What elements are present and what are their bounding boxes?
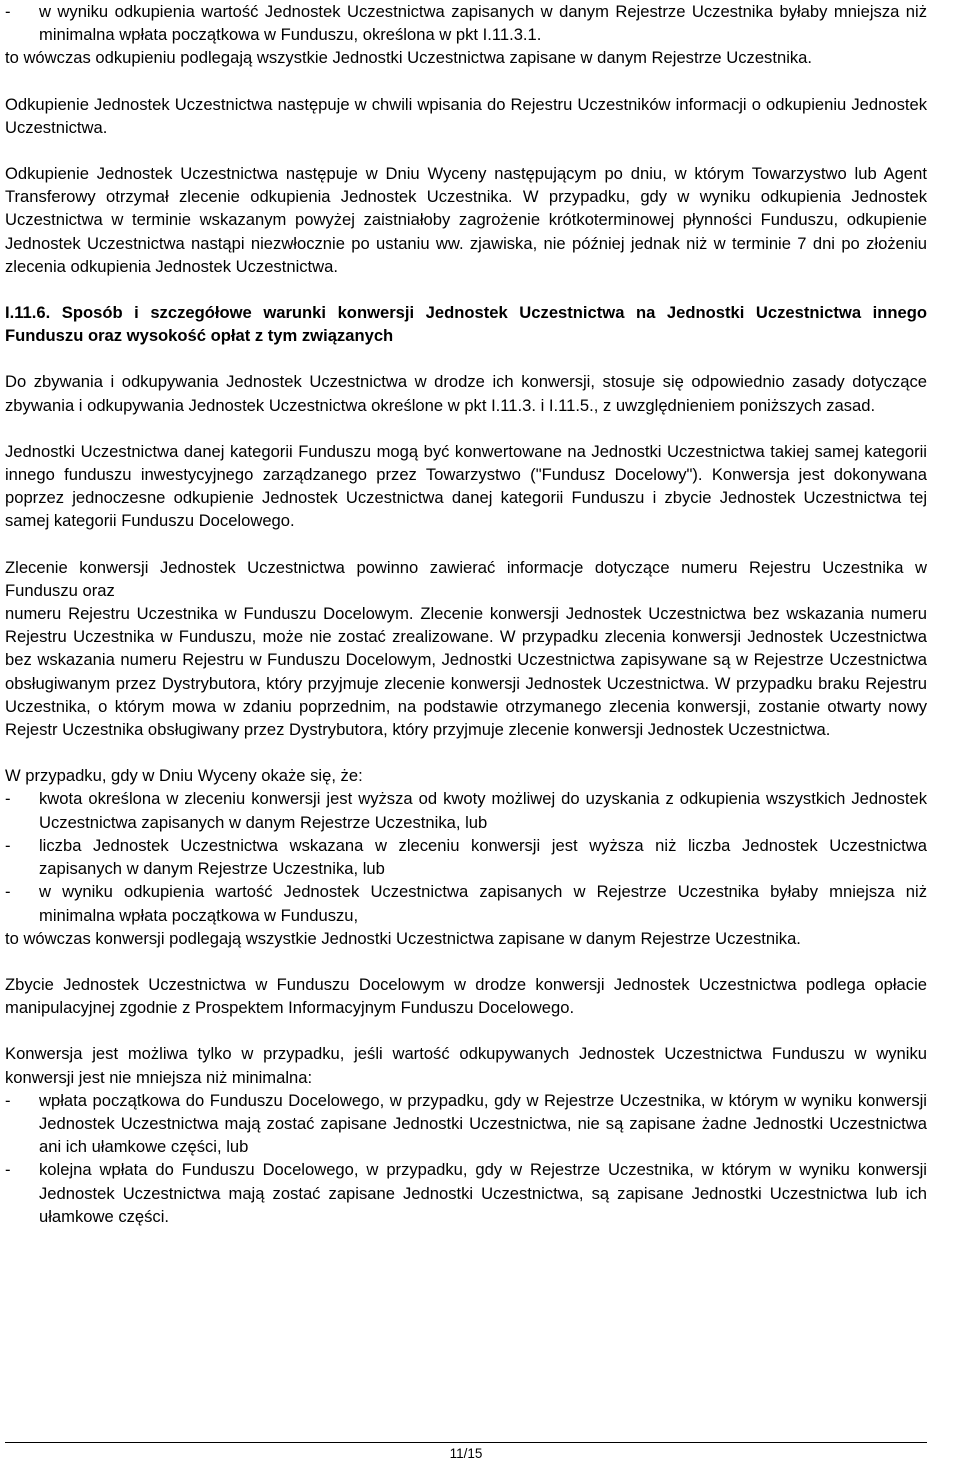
paragraph: Zbycie Jednostek Uczestnictwa w Funduszu Docelowym w drodze konwersji Jednostek Uczestnictwa podlega opłacie manipulacyjnej zgodnie z Prospektem Informacyjnym Funduszu Docelowego.: [5, 974, 927, 1018]
paragraph: Jednostki Uczestnictwa danej kategorii Funduszu mogą być konwertowane na Jednostki Uczestnictwa takiej samej kategorii innego funduszu inwestycyjnego zarządzanego przez Towarzystwo ("Fundusz Docelowy"). Konwersja jest dokonywana poprzez jednoczesne odkupienie Jednostek Uczestnictwa danej kategorii Funduszu i zbycie Jednostek Uczestnictwa tej samej kategorii Funduszu Docelowego.: [5, 441, 927, 531]
list-dash: -: [5, 835, 11, 855]
paragraph: Odkupienie Jednostek Uczestnictwa następuje w Dniu Wyceny następującym po dniu, w którym Towarzystwo lub Agent Transferowy otrzymał zlecenie odkupienia Jednostek Uczestnika. W przypadku, gdy w wyniku odkupienia Jednostek Uczestnictwa w terminie wskazanym powyżej zaistniałoby zagrożenie krótkoterminowej płynności Funduszu, odkupienie Jednostek Uczestnictwa nastąpi niezwłocznie po ustaniu ww. zjawiska, nie później jednak niż w terminie 7 dni po złożeniu zlecenia odkupienia Jednostek Uczestnictwa.: [5, 164, 927, 276]
list-item-text: kolejna wpłata do Funduszu Docelowego, w przypadku, gdy w Rejestrze Uczestnika, w którym w wyniku konwersji Jednostek Uczestnictwa mają zostać zapisane Jednostki Uczestnictwa, są zapisane Jednostki Uczestnictwa lub ich ułamkowe części.: [39, 1160, 927, 1226]
paragraph: Konwersja jest możliwa tylko w przypadku, jeśli wartość odkupywanych Jednostek Uczestnictwa Funduszu w wyniku konwersji jest nie mniejsza niż minimalna:: [5, 1044, 927, 1087]
list-dash: -: [5, 789, 11, 809]
paragraph: Zlecenie konwersji Jednostek Uczestnictwa powinno zawierać informacje dotyczące numeru Rejestru Uczestnika w Funduszu oraz: [5, 557, 927, 600]
list-item: [5, 787, 927, 833]
paragraph: Do zbywania i odkupywania Jednostek Uczestnictwa w drodze ich konwersji, stosuje się odpowiednio zasady dotyczące zbywania i odkupywania Jednostek Uczestnictwa określone w pkt I.11.3. i I.11.5., z uwzględnieniem poniższych zasad.: [5, 372, 927, 415]
list-item-text: w wyniku odkupienia wartość Jednostek Uczestnictwa zapisanych w Rejestrze Uczestnika byłaby mniejsza niż minimalna wpłata początkowa w Funduszu,: [39, 882, 927, 925]
list-item: [5, 1089, 927, 1159]
section-heading: I.11.6. Sposób i szczegółowe warunki konwersji Jednostek Uczestnictwa na Jednostki Uczestnictwa innego Funduszu oraz wysokość opłat z tym związanych: [5, 303, 927, 346]
list-item: [5, 880, 927, 926]
list-dash: -: [5, 1160, 11, 1180]
list-conclusion: to wówczas odkupieniu podlegają wszystkie Jednostki Uczestnictwa zapisane w danym Rejestrze Uczestnika.: [5, 48, 813, 68]
page-number: 11/15: [449, 1446, 483, 1461]
list-dash: -: [5, 1090, 11, 1110]
page-footer: [5, 1442, 927, 1461]
list-dash: -: [5, 882, 11, 902]
list-item: [5, 834, 927, 880]
list-item-text: w wyniku odkupienia wartość Jednostek Uczestnictwa zapisanych w danym Rejestrze Uczestnika byłaby mniejsza niż minimalna wpłata początkowa w Funduszu, określona w pkt I.11.3.1.: [39, 2, 927, 45]
document-page: [5, 0, 927, 1228]
paragraph: numeru Rejestru Uczestnika w Funduszu Docelowym. Zlecenie konwersji Jednostek Uczestnictwa bez wskazania numeru Rejestru Uczestnika w Funduszu, może nie zostać zrealizowane. W przypadku zlecenia konwersji Jednostek Uczestnictwa bez wskazania numeru Rejestru w Funduszu Docelowym, Jednostki Uczestnictwa zapisywane są w Rejestrze Uczestnictwa obsługiwanym przez Dystrybutora, który przyjmuje zlecenie konwersji Jednostek Uczestnictwa. W przypadku braku Rejestru Uczestnika, o którym mowa w zdaniu poprzednim, na podstawie otrzymanego zlecenia konwersji, zostanie otwarty nowy Rejestr Uczestnika obsługiwany przez Dystrybutora, który przyjmuje zlecenie konwersji Jednostek Uczestnictwa.: [5, 604, 927, 740]
paragraph: Odkupienie Jednostek Uczestnictwa następuje w chwili wpisania do Rejestru Uczestników informacji o odkupieniu Jednostek Uczestnictwa.: [5, 94, 927, 137]
list-conclusion: to wówczas konwersji podlegają wszystkie Jednostki Uczestnictwa zapisane w danym Rejestrze Uczestnika.: [5, 928, 801, 948]
list-dash: -: [5, 2, 11, 21]
list-item: [5, 0, 927, 46]
list-item-text: kwota określona w zleceniu konwersji jest wyższa od kwoty możliwej do uzyskania z odkupienia wszystkich Jednostek Uczestnictwa zapisanych w danym Rejestrze Uczestnika, lub: [39, 789, 927, 832]
list-item-text: wpłata początkowa do Funduszu Docelowego, w przypadku, gdy w Rejestrze Uczestnika, w którym w wyniku konwersji Jednostek Uczestnictwa mają zostać zapisane Jednostki Uczestnictwa, nie są zapisane żadne Jednostki Uczestnictwa ani ich ułamkowe części, lub: [39, 1090, 927, 1157]
list-item: [5, 1158, 927, 1228]
paragraph: W przypadku, gdy w Dniu Wyceny okaże się, że:: [5, 766, 363, 786]
list-item-text: liczba Jednostek Uczestnictwa wskazana w zleceniu konwersji jest wyższa niż liczba Jednostek Uczestnictwa zapisanych w danym Rejestrze Uczestnika, lub: [39, 835, 927, 879]
